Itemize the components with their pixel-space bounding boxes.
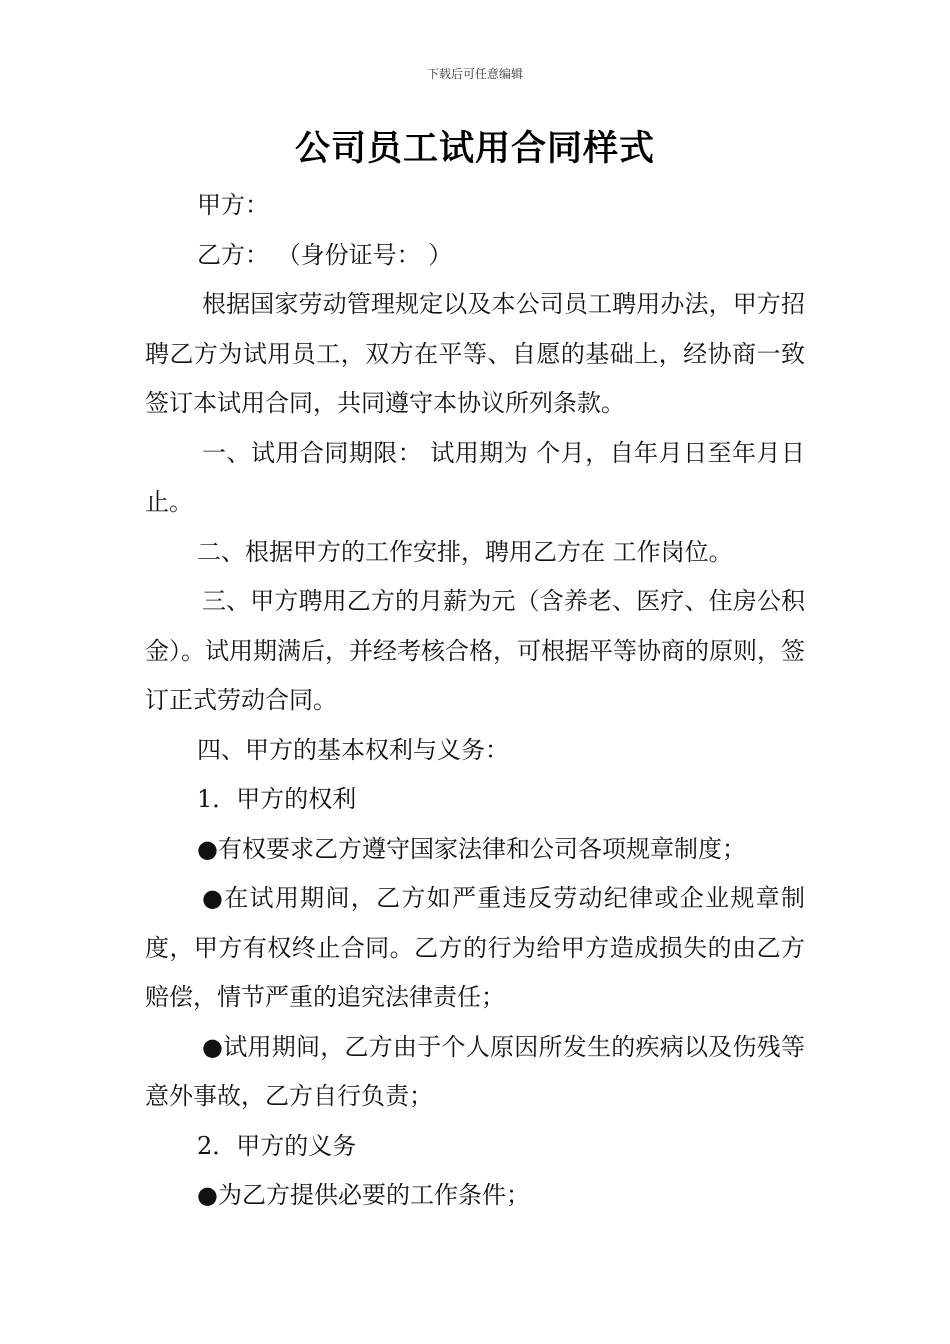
rights-item-1: ●有权要求乙方遵守国家法律和公司各项规章制度； — [197, 834, 746, 863]
party-b-line: 乙方： （身份证号： ） — [197, 240, 453, 269]
party-a-rights-heading: 1．甲方的权利 — [197, 785, 357, 813]
clause-1-term: 一、试用合同期限： 试用期为 个月，自年月日至年月日止。 — [145, 438, 805, 516]
clause-2-position: 二、根据甲方的工作安排，聘用乙方在 工作岗位。 — [197, 537, 733, 566]
document-body — [145, 181, 805, 1221]
header-note: 下载后可任意编辑 — [426, 67, 523, 81]
rights-item-3: ●试用期间，乙方由于个人原因所发生的疾病以及伤残等意外事故，乙方自行负责； — [145, 1032, 805, 1110]
party-a-duties-heading: 2．甲方的义务 — [197, 1131, 357, 1160]
document-title: 公司员工试用合同样式 — [294, 129, 655, 169]
rights-item-2: ●在试用期间，乙方如严重违反劳动纪律或企业规章制度，甲方有权终止合同。乙方的行为给甲方造成损失的由乙方赔偿，情节严重的追究法律责任； — [145, 884, 805, 1011]
clause-4-heading: 四、甲方的基本权利与义务： — [197, 735, 509, 764]
clause-3-salary: 三、甲方聘用乙方的月薪为元（含养老、医疗、住房公积金）。试用期满后，并经考核合格，可根据平等协商的原则，签订正式劳动合同。 — [145, 587, 805, 714]
preamble-paragraph: 根据国家劳动管理规定以及本公司员工聘用办法，甲方招聘乙方为试用员工，双方在平等、自愿的基础上，经协商一致签订本试用合同，共同遵守本协议所列条款。 — [145, 290, 805, 417]
party-a-line: 甲方： — [197, 191, 269, 219]
duties-item-1: ●为乙方提供必要的工作条件； — [197, 1181, 530, 1209]
